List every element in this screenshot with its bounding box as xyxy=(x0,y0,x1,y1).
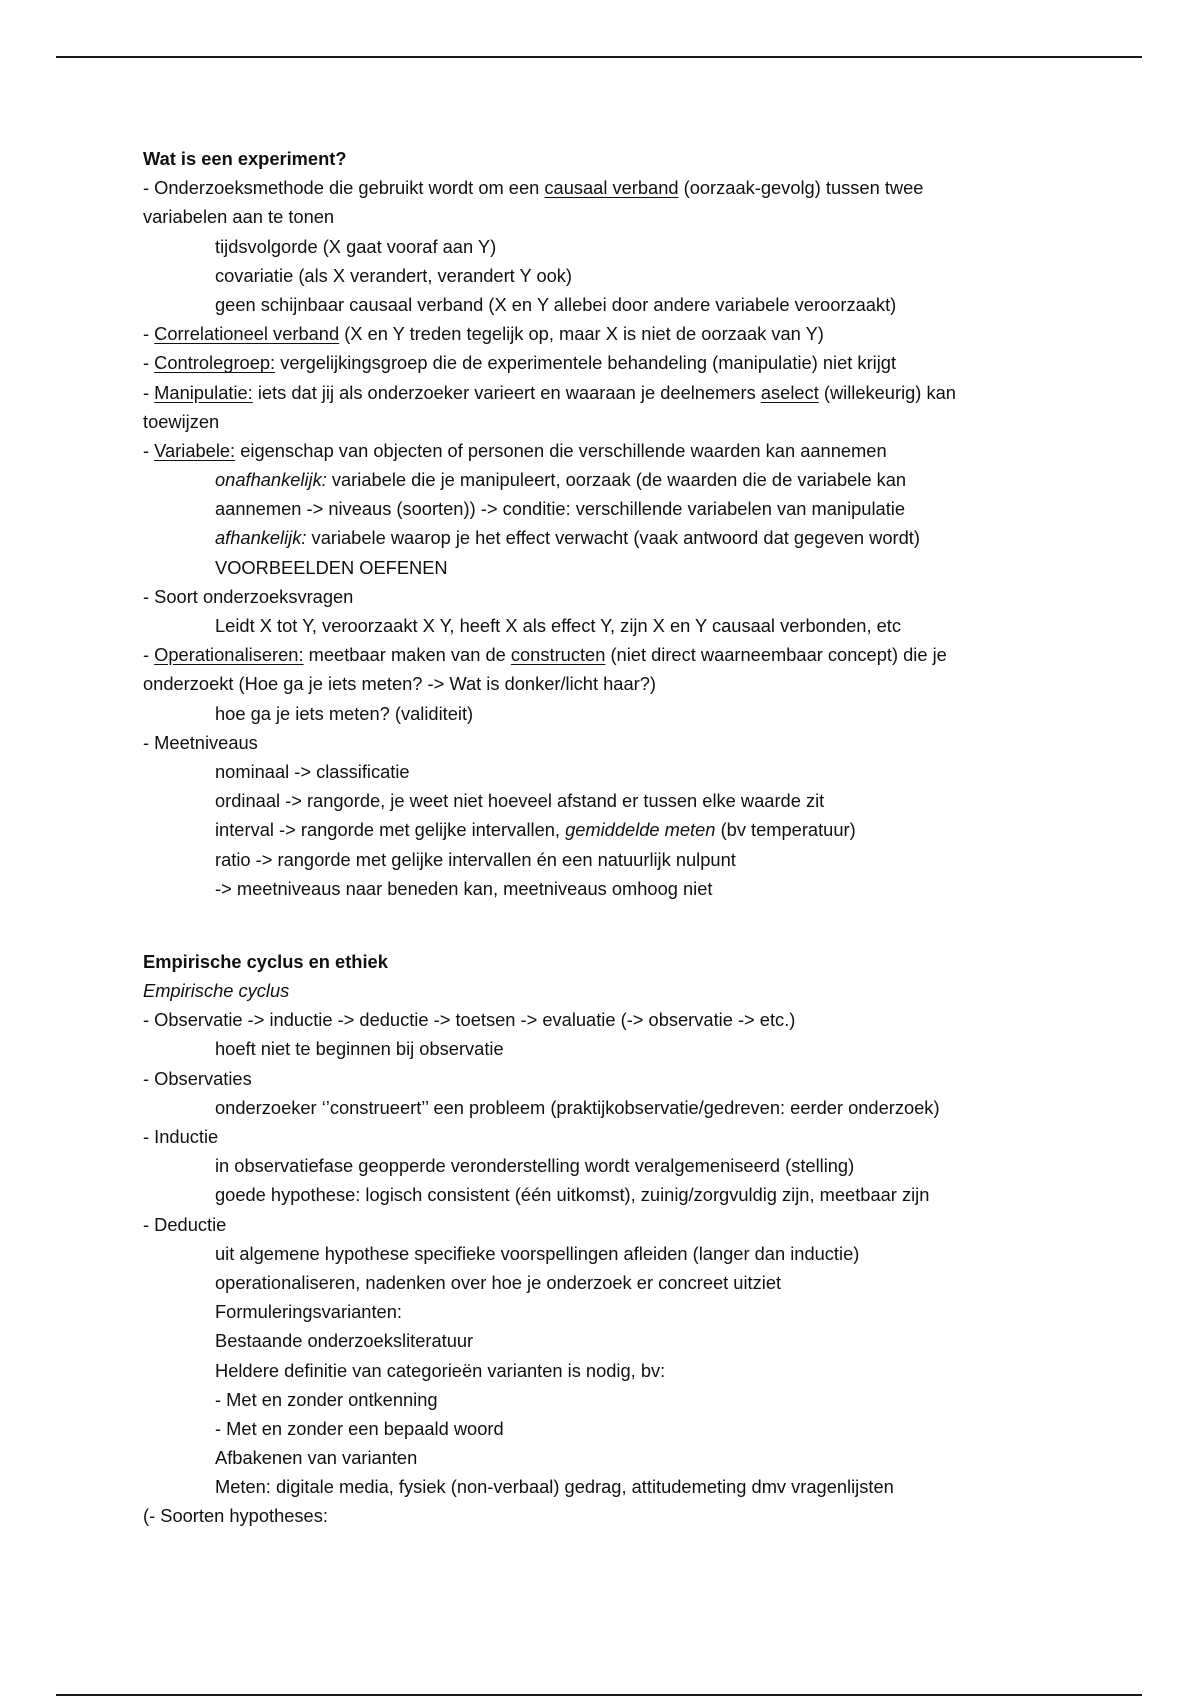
text-span: (willekeurig) kan xyxy=(818,381,956,403)
section-heading-empirische-cyclus: Empirische cyclus en ethiek xyxy=(143,950,388,972)
indented-line: ratio -> rangorde met gelijke intervallen én een natuurlijk nulpunt xyxy=(215,848,736,870)
document-page xyxy=(143,144,1103,1531)
indented-line: in observatiefase geopperde veronderstelling wordt veralgemeniseerd (stelling) xyxy=(215,1155,855,1177)
indented-line: Formuleringsvarianten: xyxy=(215,1301,402,1323)
text-line xyxy=(143,319,1103,348)
indented-line: aannemen -> niveaus (soorten)) -> conditie: verschillende variabelen van manipulatie xyxy=(215,498,906,520)
section-heading-experiment: Wat is een experiment? xyxy=(143,148,347,169)
italic-term: onafhankelijk: xyxy=(215,469,327,491)
underlined-term: Controlegroep: xyxy=(154,352,276,374)
indented-line: nominaal -> classificatie xyxy=(215,760,410,782)
text-span: - xyxy=(143,381,155,403)
text-span: eigenschap van objecten of personen die verschillende waarden kan aannemen xyxy=(235,439,887,461)
indented-line: ordinaal -> rangorde, je weet niet hoeveel afstand er tussen elke waarde zit xyxy=(215,790,825,812)
indented-line: goede hypothese: logisch consistent (één uitkomst), zuinig/zorgvuldig zijn, meetbaar zijn xyxy=(215,1184,930,1206)
footer-rule xyxy=(56,1694,1142,1696)
text-line: onderzoekt (Hoe ga je iets meten? -> Wat is donker/licht haar?) xyxy=(143,673,656,695)
underlined-term: constructen xyxy=(510,644,606,666)
underlined-term: Manipulatie: xyxy=(154,381,253,403)
subheading: Empirische cyclus xyxy=(143,980,290,1002)
text-line xyxy=(143,436,1103,465)
indented-line: Afbakenen van varianten xyxy=(215,1447,418,1469)
text-span: (niet direct waarneembaar concept) die je xyxy=(605,644,947,666)
indented-line: -> meetniveaus naar beneden kan, meetniveaus omhoog niet xyxy=(215,877,713,899)
indented-line: onderzoeker ‘’construeert’’ een probleem (praktijkobservatie/gedreven: eerder onderzoek) xyxy=(215,1096,940,1118)
text-span: vergelijkingsgroep die de experimentele behandeling (manipulatie) niet krijgt xyxy=(275,352,897,374)
text-line: - Observatie -> inductie -> deductie -> toetsen -> evaluatie (-> observatie -> etc.) xyxy=(143,1009,796,1031)
text-line: - Soort onderzoeksvragen xyxy=(143,585,354,607)
text-line: variabelen aan te tonen xyxy=(143,206,335,228)
text-line: (- Soorten hypotheses: xyxy=(143,1505,328,1527)
indented-line: covariatie (als X verandert, verandert Y ook) xyxy=(215,264,573,286)
italic-term: afhankelijk: xyxy=(215,527,307,549)
indented-line: hoe ga je iets meten? (validiteit) xyxy=(215,702,474,724)
indented-line: Heldere definitie van categorieën varianten is nodig, bv: xyxy=(215,1359,666,1381)
text-span: iets dat jij als onderzoeker varieert en waaraan je deelnemers xyxy=(252,381,761,403)
underlined-term: aselect xyxy=(760,381,819,403)
indented-line: Bestaande onderzoeksliteratuur xyxy=(215,1330,474,1352)
indented-line: Meten: digitale media, fysiek (non-verbaal) gedrag, attitudemeting dmv vragenlijsten xyxy=(215,1476,894,1498)
text-line xyxy=(143,348,1103,377)
indented-line: uit algemene hypothese specifieke voorspellingen afleiden (langer dan inductie) xyxy=(215,1242,860,1264)
italic-term: gemiddelde meten xyxy=(565,819,716,841)
indented-line: operationaliseren, nadenken over hoe je onderzoek er concreet uitziet xyxy=(215,1271,782,1293)
text-line xyxy=(143,378,1103,407)
indented-line: - Met en zonder ontkenning xyxy=(215,1388,438,1410)
section-spacer xyxy=(143,903,1103,947)
text-line: - Deductie xyxy=(143,1213,227,1235)
text-span: meetbaar maken van de xyxy=(303,644,511,666)
text-line xyxy=(143,640,1103,669)
text-span: variabele waarop je het effect verwacht (vaak antwoord dat gegeven wordt) xyxy=(306,527,920,549)
text-span: (bv temperatuur) xyxy=(715,819,856,841)
indented-line: tijdsvolgorde (X gaat vooraf aan Y) xyxy=(215,235,497,257)
indented-line: - Met en zonder een bepaald woord xyxy=(215,1417,504,1439)
text-span: (X en Y treden tegelijk op, maar X is niet de oorzaak van Y) xyxy=(339,323,824,345)
text-span: - xyxy=(143,439,155,461)
text-span: - Onderzoeksmethode die gebruikt wordt om een xyxy=(143,177,545,199)
text-line xyxy=(143,173,1103,202)
indented-line: VOORBEELDEN OEFENEN xyxy=(215,556,448,578)
underlined-term: Correlationeel verband xyxy=(154,323,340,345)
text-line: - Meetniveaus xyxy=(143,731,258,753)
indented-line xyxy=(143,523,1103,552)
text-span: (oorzaak-gevolg) tussen twee xyxy=(678,177,924,199)
text-span: interval -> rangorde met gelijke intervallen, xyxy=(215,819,566,841)
text-span: variabele die je manipuleert, oorzaak (de waarden die de variabele kan xyxy=(326,469,907,491)
indented-line xyxy=(143,465,1103,494)
underlined-term: Operationaliseren: xyxy=(154,644,304,666)
text-span: - xyxy=(143,352,155,374)
text-line: toewijzen xyxy=(143,410,220,432)
indented-line xyxy=(143,815,1103,844)
text-line: - Inductie xyxy=(143,1126,219,1147)
text-span: - xyxy=(143,323,155,345)
indented-line: geen schijnbaar causaal verband (X en Y allebei door andere variabele veroorzaakt) xyxy=(215,293,897,315)
indented-line: Leidt X tot Y, veroorzaakt X Y, heeft X als effect Y, zijn X en Y causaal verbonden, etc xyxy=(215,615,902,636)
text-span: - xyxy=(143,644,155,666)
text-line: - Observaties xyxy=(143,1067,252,1089)
underlined-term: causaal verband xyxy=(544,177,679,199)
underlined-term: Variabele: xyxy=(154,439,236,461)
indented-line: hoeft niet te beginnen bij observatie xyxy=(215,1038,504,1060)
header-rule xyxy=(56,56,1142,58)
